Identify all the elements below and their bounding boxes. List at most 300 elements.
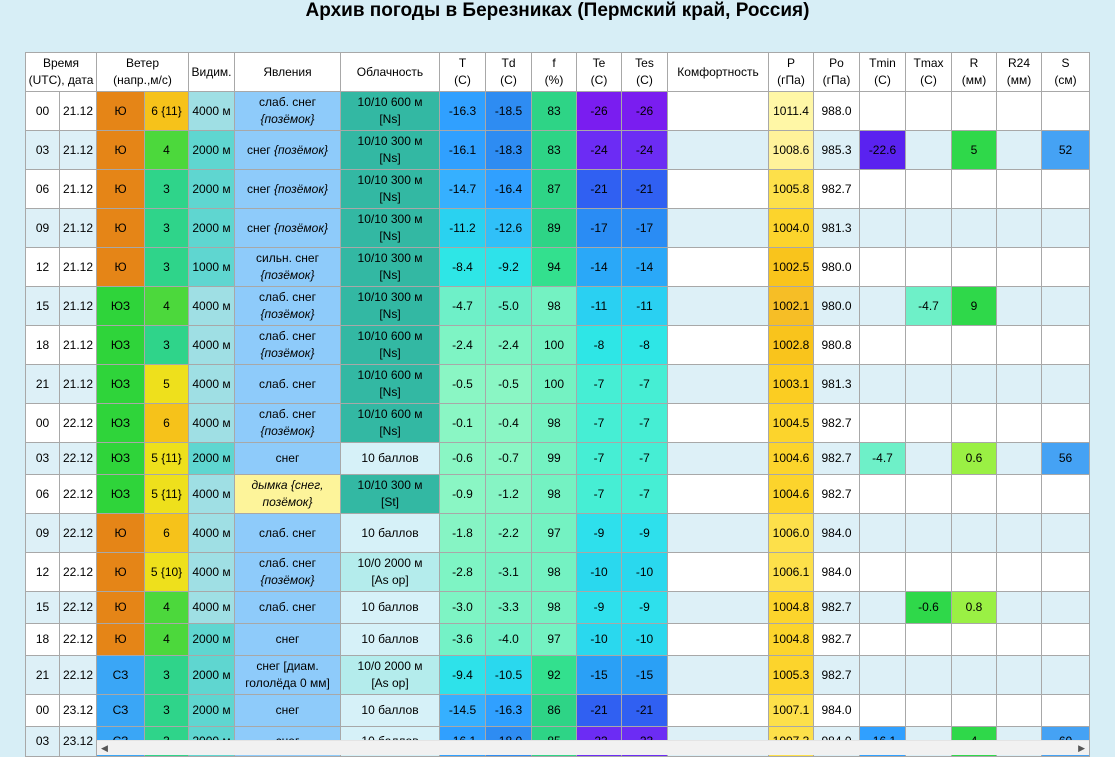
cell-phenomena-line: {позёмок} <box>260 424 315 438</box>
cell-s <box>1042 695 1090 727</box>
cell-tmax <box>906 514 952 553</box>
cell-visibility: 2000 м <box>189 131 235 170</box>
cell-wind-speed: 3 <box>145 248 189 287</box>
cell-phenomena-line: слаб. снег <box>259 407 316 421</box>
cell-s <box>1042 209 1090 248</box>
cell-tmax <box>906 553 952 592</box>
cell-wind-direction: ЮЗ <box>97 326 145 365</box>
cell-phenomena <box>235 695 341 727</box>
cell-r24 <box>997 443 1042 475</box>
cell-comfort <box>668 514 769 553</box>
cell-tmin <box>860 514 906 553</box>
table-row <box>26 287 1090 326</box>
cell-r <box>952 365 997 404</box>
cell-comfort <box>668 287 769 326</box>
cell-r <box>952 553 997 592</box>
arrow-right-icon[interactable]: ▶ <box>1078 743 1085 753</box>
cell-tes: -15 <box>622 656 668 695</box>
cell-f: 86 <box>532 695 577 727</box>
cell-r24 <box>997 475 1042 514</box>
cell-tmax <box>906 248 952 287</box>
cell-te: -9 <box>577 514 622 553</box>
cell-tes: -26 <box>622 92 668 131</box>
cell-te: -7 <box>577 443 622 475</box>
cell-comfort <box>668 443 769 475</box>
table-row <box>26 695 1090 727</box>
cell-f: 100 <box>532 365 577 404</box>
cell-comfort <box>668 553 769 592</box>
cell-cloudiness-line: 10 баллов <box>361 703 419 717</box>
cell-f: 98 <box>532 592 577 624</box>
header-p: P (гПа) <box>769 53 814 92</box>
cell-r24 <box>997 365 1042 404</box>
cell-tes: -9 <box>622 514 668 553</box>
cell-cloudiness <box>341 514 440 553</box>
table-row <box>26 92 1090 131</box>
cell-cloudiness <box>341 624 440 656</box>
cell-date: 21.12 <box>60 248 97 287</box>
cell-cloudiness-line: 10/10 300 м <box>357 173 423 187</box>
cell-cloudiness-line: [As op] <box>371 676 409 690</box>
cell-te: -15 <box>577 656 622 695</box>
header-time: Время (UTC), дата <box>26 53 97 92</box>
cell-wind-direction: Ю <box>97 592 145 624</box>
cell-visibility: 2000 м <box>189 209 235 248</box>
cell-po: 985.3 <box>814 131 860 170</box>
header-s: S (см) <box>1042 53 1090 92</box>
cell-phenomena <box>235 624 341 656</box>
cell-date: 21.12 <box>60 209 97 248</box>
cell-te: -10 <box>577 624 622 656</box>
weather-archive-table <box>25 52 1089 757</box>
cell-tes: -9 <box>622 592 668 624</box>
cell-f: 98 <box>532 475 577 514</box>
cell-t: -14.7 <box>440 170 486 209</box>
cell-te: -21 <box>577 695 622 727</box>
cell-visibility: 4000 м <box>189 287 235 326</box>
cell-date: 21.12 <box>60 365 97 404</box>
cell-f: 98 <box>532 404 577 443</box>
cell-time: 06 <box>26 170 60 209</box>
cell-tmax <box>906 209 952 248</box>
cell-s <box>1042 170 1090 209</box>
cell-cloudiness-line: 10/10 300 м <box>357 134 423 148</box>
cell-visibility: 2000 м <box>189 170 235 209</box>
cell-t: -0.9 <box>440 475 486 514</box>
cell-phenomena <box>235 443 341 475</box>
cell-f: 87 <box>532 170 577 209</box>
cell-visibility: 4000 м <box>189 514 235 553</box>
cell-tes: -11 <box>622 287 668 326</box>
cell-t: -16.1 <box>440 131 486 170</box>
cell-phenomena-line: слаб. снег <box>259 600 316 614</box>
header-r24: R24 (мм) <box>997 53 1042 92</box>
cell-phenomena-line: слаб. снег <box>259 95 316 109</box>
cell-po: 982.7 <box>814 443 860 475</box>
table-row <box>26 326 1090 365</box>
cell-cloudiness-line: [Ns] <box>379 229 401 243</box>
cell-p: 1004.8 <box>769 592 814 624</box>
cell-tes: -21 <box>622 170 668 209</box>
cell-tmax: -4.7 <box>906 287 952 326</box>
cell-tes: -8 <box>622 326 668 365</box>
cell-wind-direction: ЮЗ <box>97 365 145 404</box>
cell-time: 21 <box>26 365 60 404</box>
cell-time: 18 <box>26 624 60 656</box>
cell-te: -10 <box>577 553 622 592</box>
cell-phenomena-line: снег {позёмок} <box>247 142 328 157</box>
cell-wind-speed: 4 <box>145 131 189 170</box>
header-t: T (C) <box>440 53 486 92</box>
cell-td: -0.4 <box>486 404 532 443</box>
cell-r24 <box>997 656 1042 695</box>
cell-tmax: -0.6 <box>906 592 952 624</box>
cell-wind-direction: ЮЗ <box>97 287 145 326</box>
cell-cloudiness-line: [As op] <box>371 573 409 587</box>
cell-po: 982.7 <box>814 656 860 695</box>
cell-tmin <box>860 592 906 624</box>
cell-cloudiness-line: [Ns] <box>379 307 401 321</box>
cell-cloudiness <box>341 131 440 170</box>
cell-phenomena <box>235 248 341 287</box>
cell-date: 21.12 <box>60 326 97 365</box>
cell-phenomena-line: снег {позёмок} <box>247 181 328 196</box>
cell-phenomena-line: {позёмок} <box>260 112 315 126</box>
cell-date: 21.12 <box>60 287 97 326</box>
cell-time: 03 <box>26 727 60 757</box>
cell-time: 15 <box>26 287 60 326</box>
cell-tmax <box>906 92 952 131</box>
cell-td: -0.5 <box>486 365 532 404</box>
cell-p: 1005.8 <box>769 170 814 209</box>
cell-r24 <box>997 514 1042 553</box>
cell-wind-speed: 3 <box>145 656 189 695</box>
cell-phenomena <box>235 326 341 365</box>
cell-comfort <box>668 170 769 209</box>
table-row <box>26 365 1090 404</box>
cell-cloudiness <box>341 475 440 514</box>
cell-visibility: 2000 м <box>189 695 235 727</box>
cell-t: -2.4 <box>440 326 486 365</box>
cell-r: 5 <box>952 131 997 170</box>
cell-p: 1006.0 <box>769 514 814 553</box>
cell-date: 23.12 <box>60 695 97 727</box>
cell-s <box>1042 656 1090 695</box>
cell-r <box>952 170 997 209</box>
cell-p: 1004.6 <box>769 443 814 475</box>
cell-r <box>952 514 997 553</box>
cell-r <box>952 326 997 365</box>
cell-po: 982.7 <box>814 475 860 514</box>
page-title: Архив погоды в Березниках (Пермский край, Россия) <box>305 0 810 21</box>
cell-f: 83 <box>532 131 577 170</box>
cell-td: -3.3 <box>486 592 532 624</box>
cell-time: 18 <box>26 326 60 365</box>
cell-te: -7 <box>577 404 622 443</box>
cell-tes: -17 <box>622 209 668 248</box>
cell-cloudiness <box>341 404 440 443</box>
header-wind: Ветер (напр.,м/с) <box>97 53 189 92</box>
cell-t: -14.5 <box>440 695 486 727</box>
cell-t: -11.2 <box>440 209 486 248</box>
header-tes: Tes (C) <box>622 53 668 92</box>
cell-r <box>952 624 997 656</box>
cell-te: -14 <box>577 248 622 287</box>
cell-td: -4.0 <box>486 624 532 656</box>
horizontal-scrollbar[interactable] <box>97 740 1089 755</box>
header-po: Po (гПа) <box>814 53 860 92</box>
cell-tmin <box>860 695 906 727</box>
cell-tmax <box>906 695 952 727</box>
cell-phenomena-line: гололёда 0 мм] <box>245 676 330 690</box>
table-row <box>26 514 1090 553</box>
cell-r24 <box>997 404 1042 443</box>
cell-comfort <box>668 92 769 131</box>
cell-time: 00 <box>26 695 60 727</box>
cell-wind-speed: 5 <box>145 365 189 404</box>
cell-cloudiness-line: 10/10 300 м <box>357 212 423 226</box>
cell-t: -1.8 <box>440 514 486 553</box>
cell-date: 22.12 <box>60 514 97 553</box>
cell-td: -0.7 <box>486 443 532 475</box>
cell-te: -7 <box>577 475 622 514</box>
cell-po: 981.3 <box>814 209 860 248</box>
cell-tmin <box>860 656 906 695</box>
cell-s: 56 <box>1042 443 1090 475</box>
cell-time: 21 <box>26 656 60 695</box>
cell-r24 <box>997 209 1042 248</box>
cell-cloudiness-line: 10/10 300 м <box>357 251 423 265</box>
cell-tmax <box>906 131 952 170</box>
cell-phenomena-line: {позёмок} <box>260 346 315 360</box>
cell-visibility: 4000 м <box>189 553 235 592</box>
cell-r24 <box>997 92 1042 131</box>
cell-tmin <box>860 326 906 365</box>
cell-wind-direction: Ю <box>97 209 145 248</box>
cell-phenomena-line: {позёмок} <box>260 573 315 587</box>
cell-date: 22.12 <box>60 656 97 695</box>
header-tmax: Tmax (C) <box>906 53 952 92</box>
cell-wind-speed: 6 <box>145 514 189 553</box>
cell-tmax <box>906 475 952 514</box>
cell-time: 12 <box>26 248 60 287</box>
cell-tmax <box>906 624 952 656</box>
cell-cloudiness <box>341 92 440 131</box>
cell-r24 <box>997 170 1042 209</box>
cell-tmin <box>860 624 906 656</box>
cell-r: 0.8 <box>952 592 997 624</box>
cell-r24 <box>997 287 1042 326</box>
cell-visibility: 4000 м <box>189 475 235 514</box>
cell-f: 98 <box>532 287 577 326</box>
cell-phenomena <box>235 404 341 443</box>
cell-cloudiness <box>341 553 440 592</box>
cell-time: 15 <box>26 592 60 624</box>
cell-comfort <box>668 475 769 514</box>
cell-s <box>1042 326 1090 365</box>
cell-f: 83 <box>532 92 577 131</box>
cell-te: -11 <box>577 287 622 326</box>
cell-tmin: -22.6 <box>860 131 906 170</box>
cell-cloudiness-line: 10 баллов <box>361 600 419 614</box>
cell-tmin <box>860 404 906 443</box>
cell-po: 984.0 <box>814 514 860 553</box>
cell-tmin <box>860 248 906 287</box>
cell-tes: -7 <box>622 404 668 443</box>
cell-po: 988.0 <box>814 92 860 131</box>
table-row <box>26 209 1090 248</box>
cell-td: -2.4 <box>486 326 532 365</box>
cell-wind-speed: 5 {11} <box>145 443 189 475</box>
cell-s <box>1042 624 1090 656</box>
cell-t: -0.1 <box>440 404 486 443</box>
header-visibility: Видим. <box>189 53 235 92</box>
cell-r24 <box>997 131 1042 170</box>
cell-visibility: 1000 м <box>189 248 235 287</box>
cell-r <box>952 248 997 287</box>
cell-phenomena-line: сильн. снег <box>256 251 319 265</box>
cell-cloudiness <box>341 209 440 248</box>
cell-wind-direction: Ю <box>97 514 145 553</box>
cell-cloudiness-line: 10/10 600 м <box>357 368 423 382</box>
cell-cloudiness-line: [Ns] <box>379 151 401 165</box>
cell-wind-speed: 4 <box>145 592 189 624</box>
cell-po: 980.0 <box>814 248 860 287</box>
cell-phenomena <box>235 365 341 404</box>
cell-time: 00 <box>26 92 60 131</box>
cell-po: 980.0 <box>814 287 860 326</box>
cell-date: 23.12 <box>60 727 97 757</box>
cell-r <box>952 475 997 514</box>
cell-comfort <box>668 592 769 624</box>
table-row <box>26 404 1090 443</box>
cell-phenomena <box>235 553 341 592</box>
cell-phenomena-line: {позёмок} <box>260 268 315 282</box>
cell-p: 1002.1 <box>769 287 814 326</box>
cell-phenomena-line: снег <box>275 703 300 717</box>
cell-td: -18.5 <box>486 92 532 131</box>
cell-date: 22.12 <box>60 404 97 443</box>
cell-phenomena <box>235 287 341 326</box>
cell-comfort <box>668 365 769 404</box>
cell-comfort <box>668 656 769 695</box>
cell-r24 <box>997 695 1042 727</box>
cell-wind-direction: Ю <box>97 131 145 170</box>
cell-wind-direction: ЮЗ <box>97 475 145 514</box>
cell-te: -7 <box>577 365 622 404</box>
cell-p: 1007.1 <box>769 695 814 727</box>
cell-cloudiness <box>341 656 440 695</box>
cell-po: 982.7 <box>814 624 860 656</box>
cell-t: -3.6 <box>440 624 486 656</box>
cell-p: 1005.3 <box>769 656 814 695</box>
cell-p: 1002.8 <box>769 326 814 365</box>
cell-cloudiness <box>341 248 440 287</box>
arrow-left-icon[interactable]: ◀ <box>101 743 108 753</box>
cell-tmin <box>860 553 906 592</box>
cell-cloudiness-line: [Ns] <box>379 190 401 204</box>
cell-tes: -7 <box>622 475 668 514</box>
cell-wind-speed: 3 <box>145 170 189 209</box>
cell-s <box>1042 553 1090 592</box>
cell-f: 97 <box>532 514 577 553</box>
cell-visibility: 2000 м <box>189 443 235 475</box>
table-row <box>26 656 1090 695</box>
table-row <box>26 624 1090 656</box>
cell-r24 <box>997 326 1042 365</box>
cell-tes: -10 <box>622 624 668 656</box>
cell-wind-speed: 4 <box>145 287 189 326</box>
cell-cloudiness-line: 10/10 300 м <box>357 290 423 304</box>
cell-cloudiness <box>341 443 440 475</box>
cell-td: -9.2 <box>486 248 532 287</box>
cell-te: -17 <box>577 209 622 248</box>
cell-tmin <box>860 365 906 404</box>
cell-date: 22.12 <box>60 624 97 656</box>
cell-td: -1.2 <box>486 475 532 514</box>
cell-p: 1004.6 <box>769 475 814 514</box>
cell-s <box>1042 592 1090 624</box>
header-te: Te (C) <box>577 53 622 92</box>
cell-p: 1008.6 <box>769 131 814 170</box>
cell-po: 984.0 <box>814 553 860 592</box>
cell-td: -18.3 <box>486 131 532 170</box>
cell-r24 <box>997 248 1042 287</box>
cell-phenomena <box>235 514 341 553</box>
cell-s <box>1042 287 1090 326</box>
cell-cloudiness-line: 10 баллов <box>361 632 419 646</box>
cell-s <box>1042 248 1090 287</box>
header-r: R (мм) <box>952 53 997 92</box>
cell-td: -3.1 <box>486 553 532 592</box>
cell-td: -16.3 <box>486 695 532 727</box>
cell-r24 <box>997 553 1042 592</box>
table-row <box>26 475 1090 514</box>
cell-r24 <box>997 592 1042 624</box>
cell-tmax <box>906 170 952 209</box>
cell-wind-speed: 5 {10} <box>145 553 189 592</box>
cell-phenomena-line: дымка {снег, <box>251 478 324 492</box>
cell-phenomena <box>235 656 341 695</box>
cell-phenomena-line: снег {позёмок} <box>247 220 328 235</box>
cell-wind-direction: Ю <box>97 248 145 287</box>
cell-wind-speed: 6 <box>145 404 189 443</box>
cell-date: 21.12 <box>60 170 97 209</box>
cell-tmin <box>860 92 906 131</box>
cell-phenomena-line: снег [диам. <box>256 659 319 673</box>
table-row <box>26 443 1090 475</box>
cell-p: 1003.1 <box>769 365 814 404</box>
cell-phenomena-line: слаб. снег <box>259 329 316 343</box>
cell-wind-direction: СЗ <box>97 695 145 727</box>
cell-visibility: 4000 м <box>189 404 235 443</box>
cell-tmax <box>906 404 952 443</box>
cell-phenomena-line: позёмок} <box>262 495 313 509</box>
cell-s <box>1042 514 1090 553</box>
cell-cloudiness <box>341 287 440 326</box>
cell-r24 <box>997 624 1042 656</box>
cell-cloudiness-line: 10/10 600 м <box>357 329 423 343</box>
cell-visibility: 4000 м <box>189 326 235 365</box>
header-tmin: Tmin (C) <box>860 53 906 92</box>
cell-tes: -21 <box>622 695 668 727</box>
cell-p: 1004.5 <box>769 404 814 443</box>
cell-phenomena-line: снег <box>275 632 300 646</box>
cell-te: -8 <box>577 326 622 365</box>
cell-visibility: 4000 м <box>189 365 235 404</box>
cell-td: -5.0 <box>486 287 532 326</box>
cell-wind-direction: Ю <box>97 92 145 131</box>
